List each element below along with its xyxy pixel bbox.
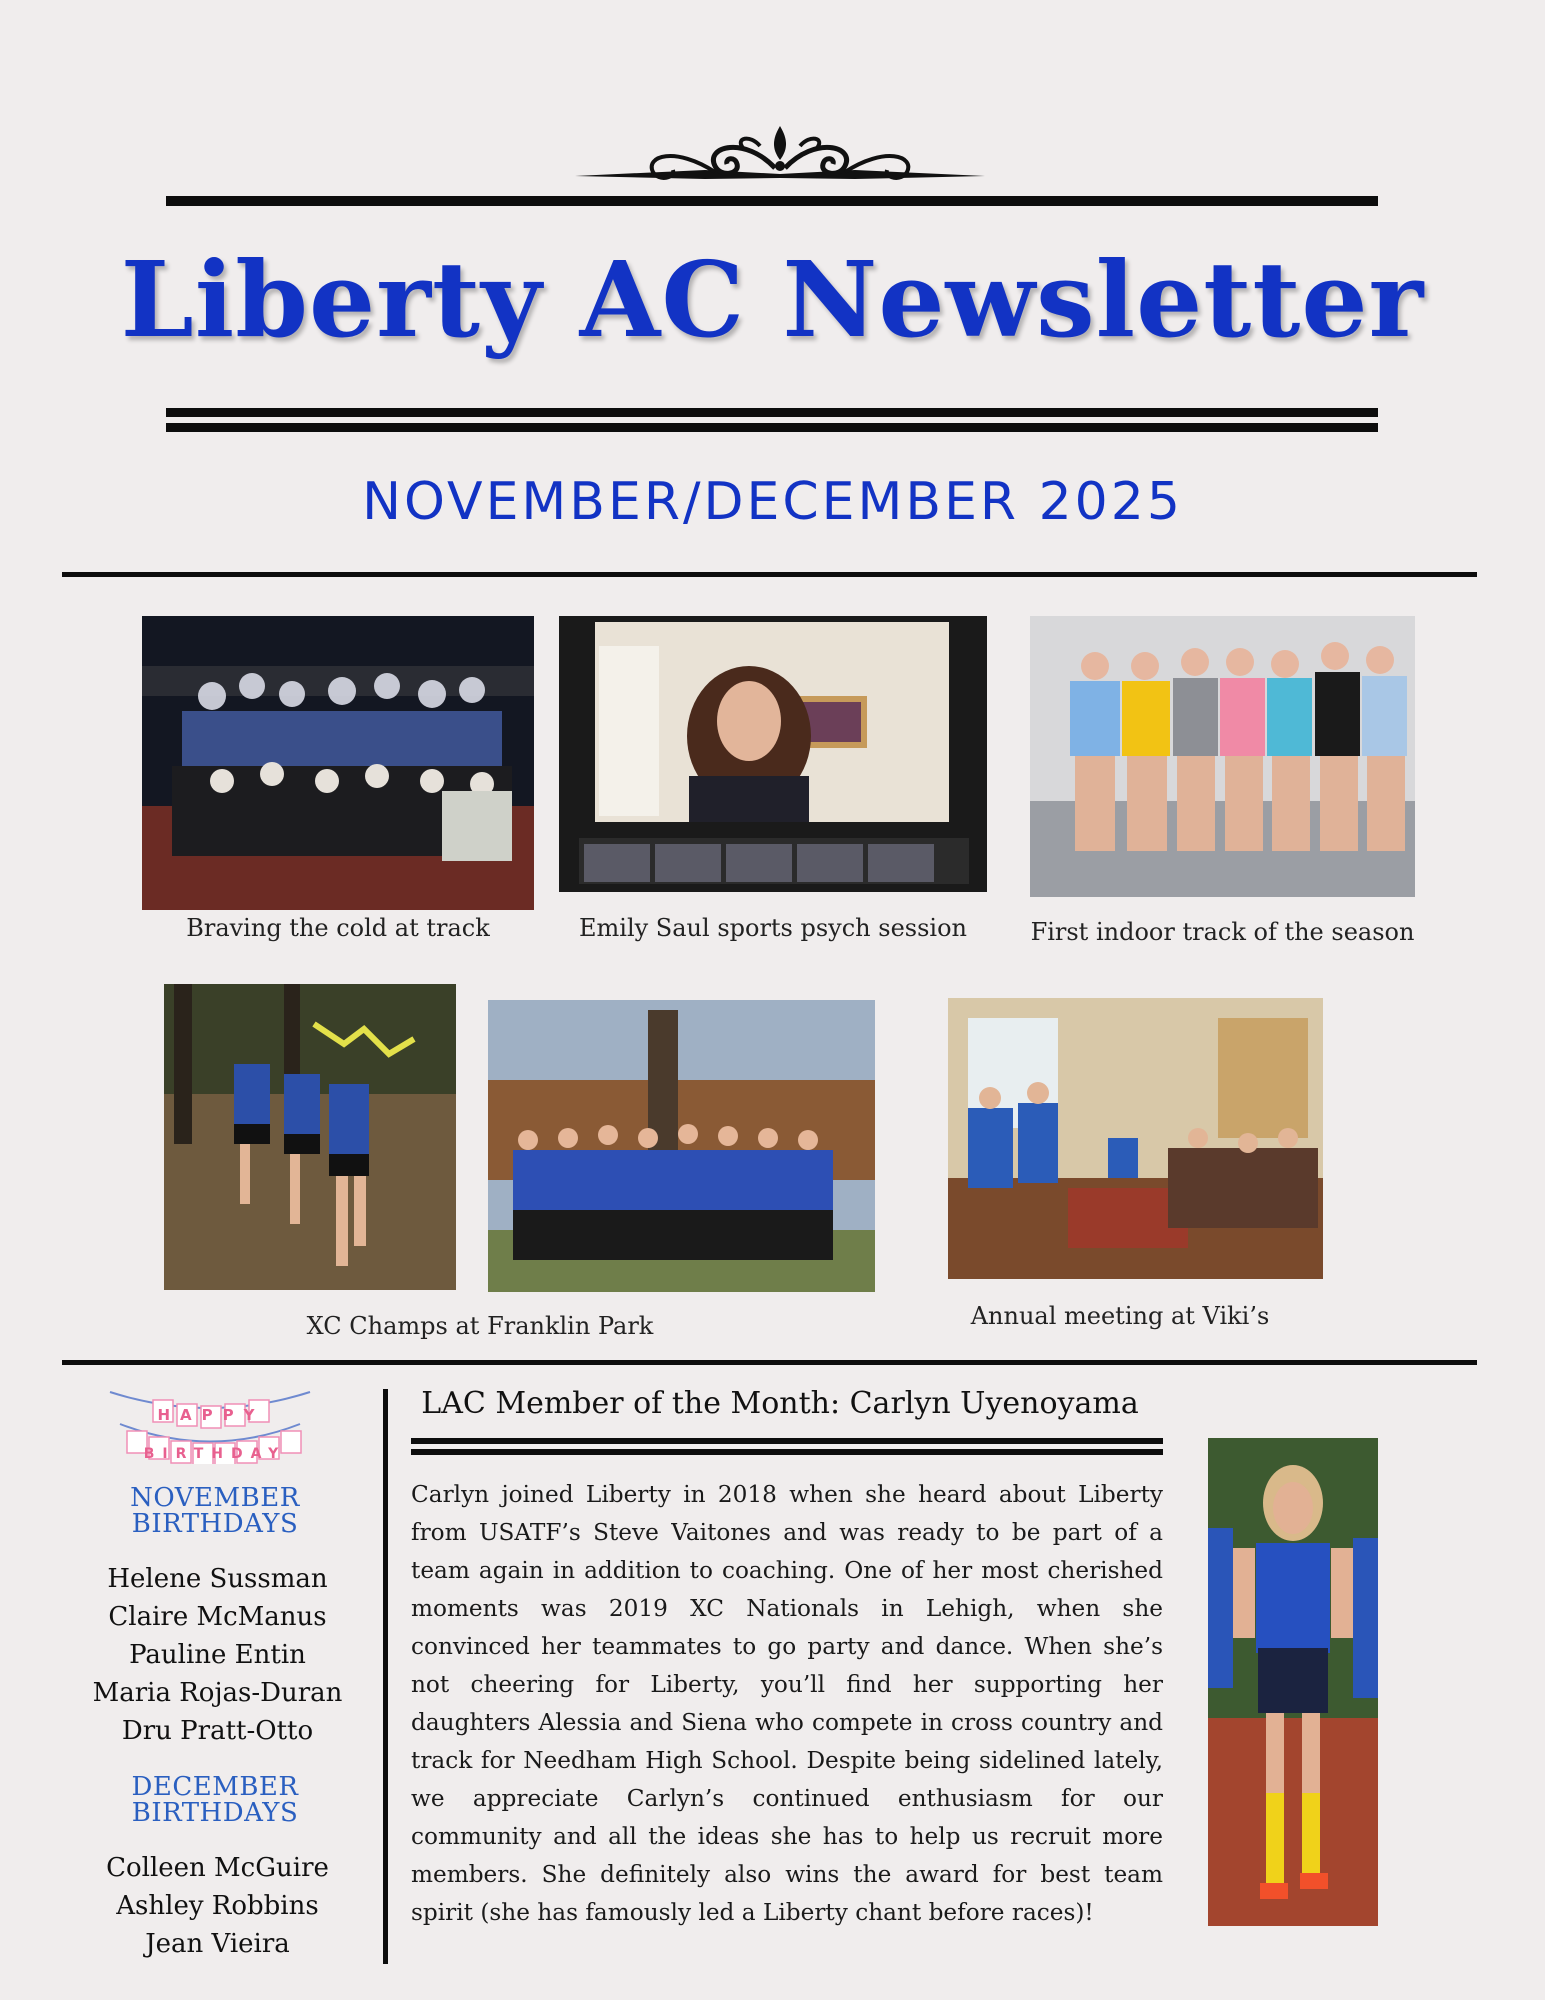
november-heading-line1: NOVEMBER	[130, 1483, 300, 1513]
member-of-month-title: LAC Member of the Month: Carlyn Uyenoyama	[421, 1386, 1139, 1421]
ornament-flourish	[575, 116, 985, 196]
newsletter-title: Liberty AC Newsletter	[120, 238, 1425, 361]
birthday-name: Helene Sussman	[107, 1564, 328, 1594]
header-bottom-rule-1	[166, 408, 1378, 417]
column-divider	[383, 1389, 388, 1964]
birthday-name: Pauline Entin	[129, 1640, 306, 1670]
header-bottom-rule-2	[166, 423, 1378, 432]
november-birthdays-heading	[95, 1485, 335, 1537]
december-heading-line1: DECEMBER	[131, 1772, 299, 1802]
caption-braving-cold: Braving the cold at track	[186, 914, 490, 942]
birthday-name: Dru Pratt-Otto	[121, 1716, 314, 1746]
caption-indoor-track: First indoor track of the season	[1030, 918, 1415, 946]
december-birthdays-heading	[95, 1774, 335, 1826]
header-top-rule	[166, 196, 1378, 206]
photo-xc-team	[488, 1000, 875, 1292]
photo-indoor-track	[1030, 616, 1415, 897]
photo-track-night	[142, 616, 534, 910]
photo-annual-meeting	[948, 998, 1323, 1279]
november-birthday-list	[75, 1560, 360, 1750]
birthday-name: Maria Rojas-Duran	[92, 1678, 343, 1708]
birthday-name: Claire McManus	[108, 1602, 327, 1632]
december-heading-line2: BIRTHDAYS	[131, 1798, 299, 1828]
photo-carlyn	[1208, 1438, 1378, 1926]
issue-date: NOVEMBER/DECEMBER 2025	[362, 472, 1183, 532]
member-of-month-body: Carlyn joined Liberty in 2018 when she heard about Liberty from USATF’s Steve Vaitones and was ready to be part of a team again in addition to coaching. One of her most cherished moments was 2019 XC Nationals in Lehigh, when she convinced her teammates to go party and dance. When she’s not cheering for Liberty, you’ll find her supporting her daughters Alessia and Siena who compete in cross country and track for Needham High School. Despite being sidelined lately, we appreciate Carlyn’s continued enthusiasm for our community and all the ideas she has to help us recruit more members. She definitely also wins the award for best team spirit (she has famously led a Liberty chant before races)!	[411, 1481, 1163, 1926]
caption-annual-meeting: Annual meeting at Viki’s	[970, 1302, 1270, 1330]
december-birthday-list	[75, 1849, 360, 1963]
section-rule-top	[62, 572, 1477, 577]
photo-zoom-session	[559, 616, 987, 892]
birthday-name: Colleen McGuire	[106, 1853, 329, 1883]
banner-happy-text: HAPPY	[157, 1406, 265, 1424]
birthday-name: Jean Vieira	[145, 1929, 290, 1959]
caption-emily-saul: Emily Saul sports psych session	[578, 914, 968, 942]
photo-xc-runners	[164, 984, 456, 1290]
motm-rule-2	[411, 1449, 1163, 1455]
birthday-name: Ashley Robbins	[116, 1891, 319, 1921]
caption-xc-champs: XC Champs at Franklin Park	[306, 1312, 654, 1340]
november-heading-line2: BIRTHDAYS	[131, 1509, 299, 1539]
motm-rule-1	[411, 1438, 1163, 1444]
happy-birthday-banner	[105, 1384, 315, 1464]
section-rule-bottom	[62, 1360, 1477, 1365]
banner-birthday-text: BIRTHDAY	[143, 1446, 287, 1462]
